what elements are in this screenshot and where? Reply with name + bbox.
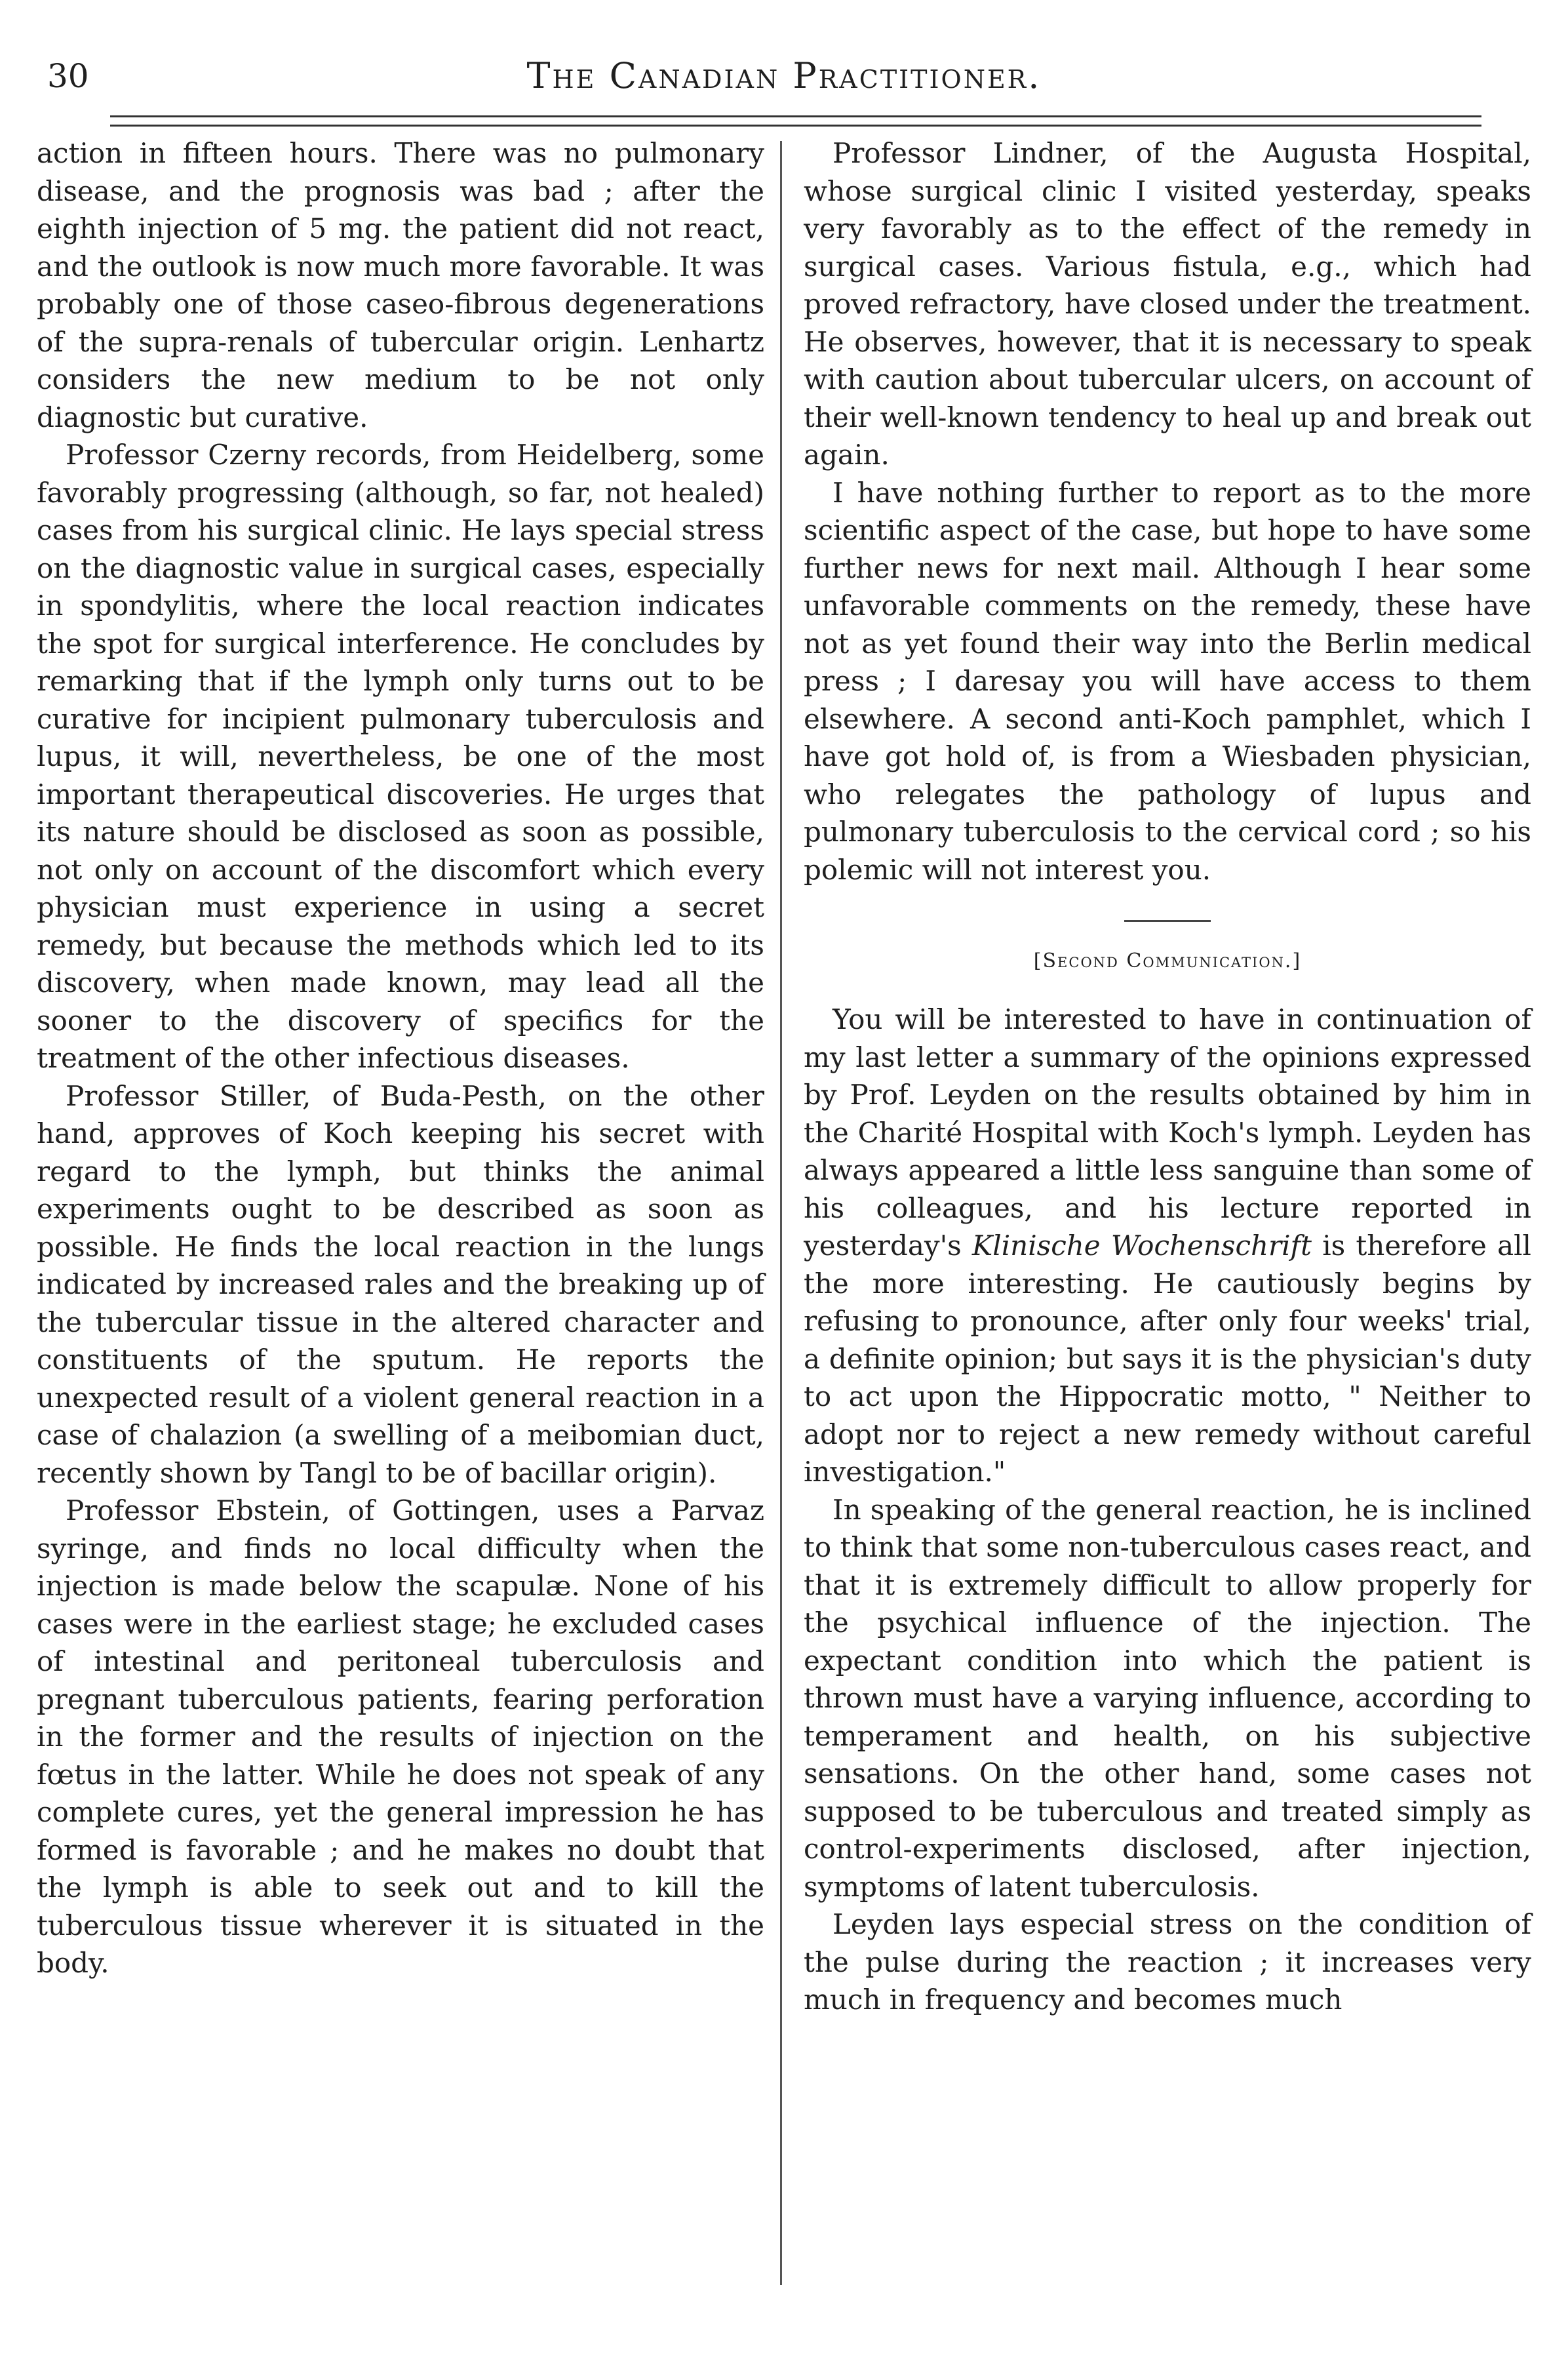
paragraph-lindner: Professor Lindner, of the Augusta Hospital, whose surgical clinic I visited yesterday, speaks very favorably as to the effect of the remedy in surgical cases. Various fistula, e.g., which had proved refractory, have closed under the treatment. He observes, however, that it is necessary to speak with caution about tubercular ulcers, on account of their well-known tendency to heal up and break out again. <box>804 137 1531 471</box>
header-rule-bottom <box>110 125 1481 127</box>
paragraph-further-report: I have nothing further to report as to the more scientific aspect of the case, but hope to have some further news for next mail. Although I hear some unfavorable comments on the remedy, these have not as yet found their way into the Berlin medical press ; I daresay you will have access to them elsewhere. A second anti-Koch pamphlet, which I have got hold of, is from a Wiesbaden physician, who relegates the pathology of lupus and pulmonary tuberculosis to the cervical cord ; so his polemic will not interest you. <box>804 476 1531 886</box>
journal-title: Klinische Wochenschrift <box>971 1229 1312 1262</box>
right-column <box>804 134 1531 2019</box>
paragraph-ebstein: Professor Ebstein, of Gottingen, uses a Parvaz syringe, and finds no local difficulty when the injection is made below the scapulæ. None of his cases were in the earliest stage; he excluded cases of intestinal and peritoneal tuberculosis and pregnant tuberculous patients, fearing perforation in the former and the results of injection on the fœtus in the latter. While he does not speak of any complete cures, yet the general impression he has formed is favorable ; and he makes no doubt that the lymph is able to seek out and to kill the tuberculous tissue wherever it is situated in the body. <box>37 1494 764 1979</box>
paragraph-lenhartz-continued: action in fifteen hours. There was no pulmonary disease, and the prognosis was bad ; after the eighth injection of 5 mg. the patient did not react, and the outlook is now much more favorable. It was probably one of those caseo-fibrous degenerations of the supra-renals of tubercular origin. Lenhartz considers the new medium to be not only diagnostic but curative. <box>37 137 764 433</box>
column-divider <box>780 141 782 2285</box>
paragraph-leyden-intro <box>804 1001 1531 1491</box>
paragraph-czerny: Professor Czerny records, from Heidelberg, some favorably progressing (although, so far, not healed) cases from his surgical clinic. He lays special stress on the diagnostic value in surgical cases, especially in spondylitis, where the local reaction indicates the spot for surgical interference. He concludes by remarking that if the lymph only turns out to be curative for incipient pulmonary tuberculosis and lupus, it will, nevertheless, be one of the most important therapeutical discoveries. He urges that its nature should be disclosed as soon as possible, not only on account of the discomfort which every physician must experience in using a secret remedy, but because the methods which led to its discovery, when made known, may lead all the sooner to the discovery of specifics for the treatment of the other infectious diseases. <box>37 439 764 1074</box>
running-head <box>0 56 1568 96</box>
leyden-intro-text-1: You will be interested to have in continuation of my last letter a summary of the opinions expressed by Prof. Leyden on the results obtained by him in the Charité Hospital with Koch's lymph. Leyden has always appeared a little less sanguine than some of his colleagues, and his lecture reported in yesterday's <box>804 1003 1531 1262</box>
section-heading: [Second Communication.] <box>1033 949 1302 972</box>
paragraph-pulse: Leyden lays especial stress on the condition of the pulse during the reaction ; it increases very much in frequency and becomes much <box>804 1908 1531 2016</box>
paragraph-general-reaction: In speaking of the general reaction, he is inclined to think that some non-tuberculous cases react, and that it is extremely difficult to allow properly for the psychical influence of the injection. The expectant condition into which the patient is thrown must have a varying influence, according to temperament and health, on his subjective sensations. On the other hand, some cases not supposed to be tuberculous and treated simply as control-experiments disclosed, after injection, symptoms of latent tuberculosis. <box>804 1493 1531 1903</box>
header-rule-top <box>110 115 1481 117</box>
paragraph-stiller: Professor Stiller, of Buda-Pesth, on the other hand, approves of Koch keeping his secret with regard to the lymph, but thinks the animal experiments ought to be described as soon as possible. He finds the local reaction in the lungs indicated by increased rales and the breaking up of the tubercular tissue in the altered character and constituents of the sputum. He reports the unexpected result of a violent general reaction in a case of chalazion (a swelling of a meibomian duct, recently shown by Tangl to be of bacillar origin). <box>37 1079 764 1489</box>
leyden-intro-text-2: is therefore all the more interesting. He cautiously begins by refusing to pronounce, after only four weeks' trial, a definite opinion; but says it is the physician's duty to act upon the Hippocratic motto, " Neither to adopt nor to reject a new remedy without careful investigation." <box>804 1229 1531 1488</box>
left-column <box>37 134 764 1982</box>
page-number: 30 <box>47 57 89 95</box>
section-divider <box>1124 920 1211 922</box>
running-head-text: The Canadian Practitioner. <box>526 55 1042 96</box>
